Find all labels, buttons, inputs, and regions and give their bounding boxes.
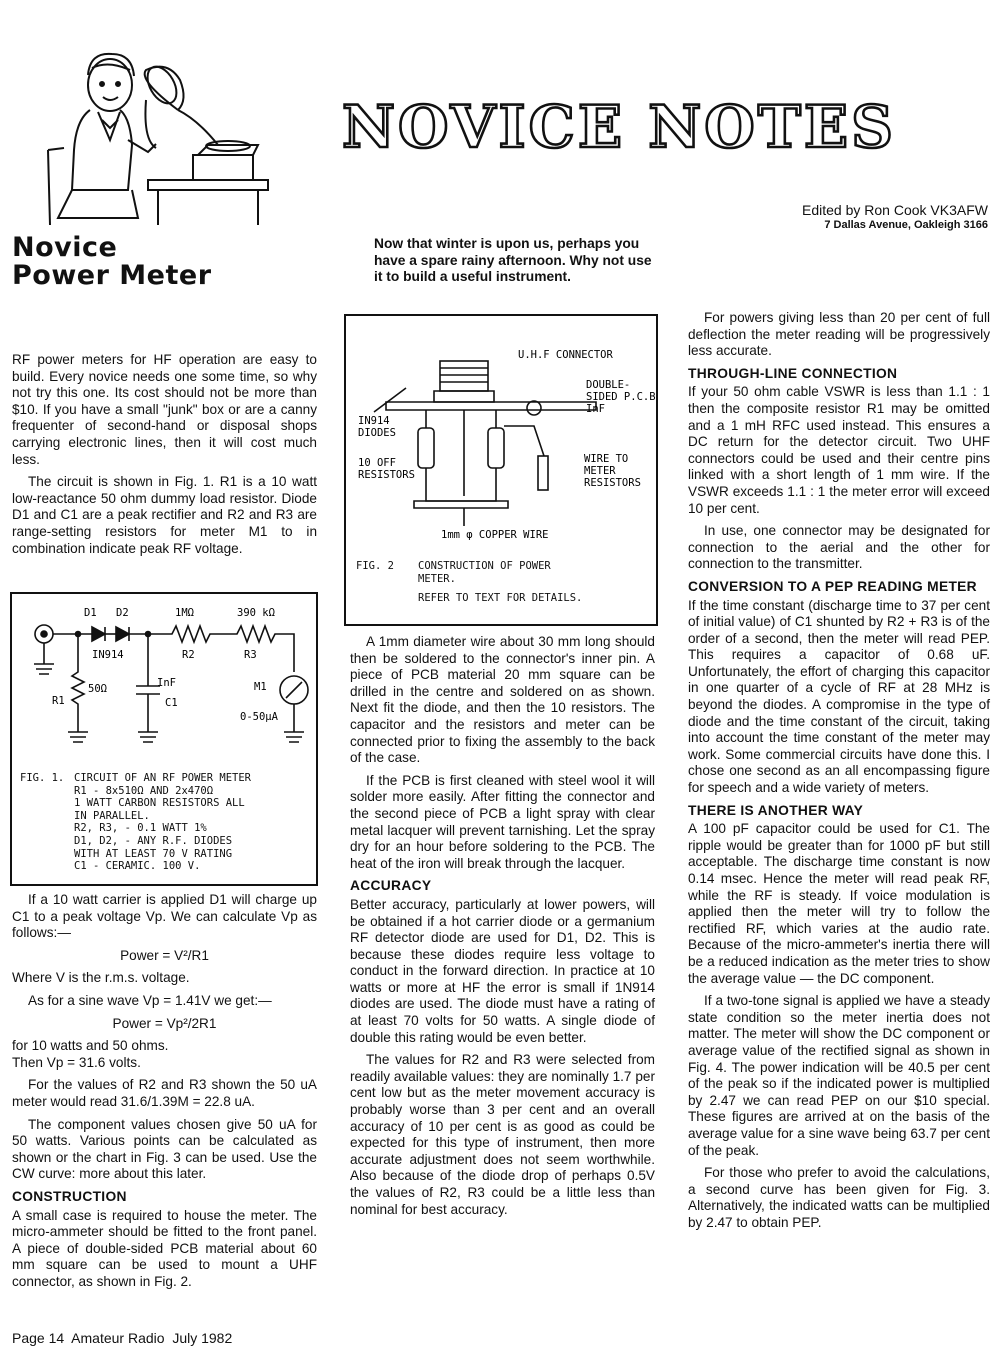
- column-3: [688, 310, 990, 1237]
- article-title-line1: Novice: [12, 232, 118, 263]
- fig1-meter-range: 0-50µA: [240, 711, 278, 723]
- paragraph: A 1mm diameter wire about 30 mm long should then be soldered to the connector's inner pin. A piece of PCB material 20 mm square can be drilled in the centre and soldered on as shown. Next fit the diode, and then the 10 resistors. The capacitor and the resistors and meter can be connected prior to fixing the assembly to the back of the case.: [350, 634, 655, 766]
- paragraph: If a two-tone signal is applied we have a steady state condition so the meter inertia does not matter. The meter will show the DC component or average value of the rectified signal as shown in Fig. 4. The power indication will be 40.5 per cent of the peak so if the indicated power is multiplied by 2.47 we can read PEP on our $10 special. These figures are arrived at on the basis of the average value for a sine wave being 63.7 per cent of the peak.: [688, 993, 990, 1158]
- fig1-caption-line: D1, D2, - ANY R.F. DIODES: [74, 834, 233, 847]
- paragraph: Better accuracy, particularly at lower powers, will be obtained if a hot carrier diode or a germanium RF detector diode are used for D1, D2. This is because these diodes require less voltage to conduct in the forward direction. In practice at 10 watts or more at HF the error is small if 1N914 diodes are used. The diode must have a rating of at least 70 volts for 50 watts. A single diode of double this rating would be even better.: [350, 896, 655, 1045]
- fig1-r3-label: R3: [244, 649, 257, 661]
- fig1-caption-line: WITH AT LEAST 70 V RATING: [74, 847, 233, 860]
- fig1-cap-value: InF: [157, 677, 176, 689]
- paragraph: The circuit is shown in Fig. 1. R1 is a 10 watt low-reactance 50 ohm dummy load resistor. Diode D1 and C1 are a peak rectifier and R2 and R3 are range-setting resistors for meter M1 to in combination indicate peak RF voltage.: [12, 474, 317, 556]
- column-1-bottom: [12, 892, 317, 1296]
- fig2-diodes-label: DIODES: [358, 427, 396, 439]
- article-intro: Now that winter is upon us, perhaps you have a spare rainy afternoon. Why not use it to build a useful instrument.: [374, 236, 652, 284]
- fig2-caption-line: METER.: [418, 573, 456, 585]
- equation: Power = V²/R1: [120, 947, 209, 963]
- fig1-r3-value: 390 kΩ: [237, 607, 275, 619]
- paragraph: As for a sine wave Vp = 1.41V we get:—: [28, 992, 272, 1008]
- paragraph: If the time constant (discharge time to 37 per cent of initial value) of C1 shunted by R2 + R3 is of the order of a second, then the meter will read PEP. This requires a capacitor of 0.68 uF. Unfortunately, the effort of charging this capacitor in one quarter of a cycle of RF at 28 MHz is beyond the diodes. A compromise in the type of diode and the time constant of the circuit, taking into account the time constant of the meter may work. Some commercial circuits have done this. I chose one second as an all encompassing figure for speech and a wide variety of meters.: [688, 597, 990, 796]
- fig1-caption-line: IN PARALLEL.: [74, 809, 150, 822]
- paragraph: The values for R2 and R3 were selected from readily available values: they are nominally 1.7 per cent low but as the meter movement accuracy is probably worse than 3 per cent and an overall accuracy of 10 per cent is as good as could be expected for this type of instrument, then more accurate adjustment does not seem worthwhile. Also because of the diode drop of perhaps 0.5V the values of R2, R3 could be a little less than nominal for best accuracy.: [350, 1052, 655, 1217]
- article-title: [12, 234, 212, 290]
- paragraph: Where V is the r.m.s. voltage.: [12, 970, 190, 986]
- fig1-caption-line: 1 WATT CARBON RESISTORS ALL: [74, 797, 245, 810]
- fig1-caption-line: C1 - CERAMIC. 100 V.: [74, 860, 201, 873]
- page-footer: Page 14 Amateur Radio July 1982: [12, 1330, 233, 1346]
- fig2-resistors-label: 10 OFF: [358, 457, 396, 469]
- fig1-caption-line: R2, R3, - 0.1 WATT 1%: [74, 822, 207, 835]
- fig2-resistors-label: RESISTORS: [358, 469, 415, 481]
- fig1-d1-label: D1: [84, 607, 97, 619]
- paragraph: In use, one connector may be designated for connection to the aerial and the other for connection to the transmitter.: [688, 523, 990, 572]
- editor-address: 7 Dallas Avenue, Oakleigh 3166: [824, 219, 988, 231]
- paragraph: If your 50 ohm cable VSWR is less than 1.1 : 1 then the composite resistor R1 may be omitted and a 1 mH RFC used instead. This ensures a DC return for the detector circuit. Two UHF connectors could be used and their centre pins linked with a short length of 1 mm wire. If the VSWR exceeds 1.1 : 1 the meter error will exceed 10 per cent.: [688, 384, 990, 516]
- fig2-caption-line: REFER TO TEXT FOR DETAILS.: [418, 592, 583, 604]
- figure-1: [10, 592, 318, 886]
- fig1-caption: [20, 772, 310, 873]
- fig1-r1-label: R1: [52, 695, 65, 707]
- paragraph: If a 10 watt carrier is applied D1 will charge up C1 to a peak voltage Vp. We can calculate Vp as follows:—: [12, 892, 317, 941]
- figure-2: [344, 314, 658, 626]
- paragraph: For the values of R2 and R3 shown the 50 uA meter would read 31.6/1.39M = 22.8 uA.: [12, 1077, 317, 1109]
- fig1-r1-value: 50Ω: [88, 683, 107, 695]
- fig1-diode-type: IN914: [92, 649, 124, 661]
- paragraph: If the PCB is first cleaned with steel wool it will solder more easily. After fitting the connector and the second piece of PCB a light spray with clear metal lacquer will prevent tarnishing. Let the spray dry for an hour before soldering to the PCB. The heat of the iron will break through the lacquer.: [350, 772, 655, 871]
- paragraph: The component values chosen give 50 uA for 50 watts. Various points can be calculated as shown or the chart in Fig. 3 can be used. Use the CW curve: more about this later.: [12, 1116, 317, 1182]
- section-heading: CONSTRUCTION: [12, 1188, 127, 1204]
- fig2-wire-label: METER: [584, 465, 616, 477]
- paragraph: For powers giving less than 20 per cent of full deflection the meter reading will be progressively less accurate.: [688, 310, 990, 359]
- paragraph: A 100 pF capacitor could be used for C1. The ripple would be greater than for 1000 pF but still acceptable. The discharge time constant is now 0.14 msec. Hence the meter will read peak RF, while the RF is steady. If voice modulation is applied then the meter will try to follow the rectified RF, which varies at the audio rate. Because of the micro-ammeter's inertia there will be a reduced indication as the meter tries to show the average value — the DC component.: [688, 821, 990, 986]
- column-2: [350, 634, 655, 1224]
- fig2-wire-label: WIRE TO: [584, 453, 629, 465]
- paragraph: For those who prefer to avoid the calculations, a second curve has been given for Fig. 3. Alternatively, the indicated watts can be multiplied by 2.47 to obtain PEP.: [688, 1165, 990, 1230]
- section-heading: ACCURACY: [350, 878, 432, 894]
- page-title: NOVICE NOTES: [342, 93, 897, 161]
- fig2-caption: [356, 560, 646, 605]
- fig2-copper-label: 1mm φ COPPER WIRE: [441, 529, 549, 541]
- gramophone-cartoon: [28, 40, 278, 230]
- section-heading: CONVERSION TO A PEP READING METER: [688, 578, 977, 594]
- fig2-caption-line: CONSTRUCTION OF POWER: [418, 560, 551, 572]
- fig2-wire-label: RESISTORS: [584, 477, 641, 489]
- fig1-r2-label: R2: [182, 649, 195, 661]
- fig2-uhf-label: U.H.F CONNECTOR: [518, 349, 613, 361]
- fig1-d2-label: D2: [116, 607, 129, 619]
- fig2-pcb-label: SIDED P.C.B: [586, 391, 656, 403]
- editor-credit: Edited by Ron Cook VK3AFW: [802, 202, 988, 218]
- paragraph: for 10 watts and 50 ohms.: [12, 1038, 169, 1054]
- paragraph: A small case is required to house the meter. The micro-ammeter should be fitted to the front panel. A piece of double-sided PCB material about 60 mm square can be used to mount a UHF connector, as shown in Fig. 2.: [12, 1207, 317, 1289]
- fig1-caption-label: FIG. 1.: [20, 772, 65, 784]
- section-heading: THROUGH-LINE CONNECTION: [688, 365, 898, 381]
- column-1-top: [12, 352, 317, 563]
- fig1-caption-line: CIRCUIT OF AN RF POWER METER: [74, 772, 252, 784]
- paragraph: Then Vp = 31.6 volts.: [12, 1054, 141, 1070]
- fig2-pcb-label: InF: [586, 403, 605, 415]
- equation: Power = Vp²/2R1: [112, 1015, 217, 1031]
- fig2-diodes-label: IN914: [358, 415, 390, 427]
- fig2-caption-label: FIG. 2: [356, 560, 394, 572]
- fig2-construction-drawing: [346, 316, 656, 556]
- fig1-circuit-diagram: [12, 594, 316, 774]
- article-title-line2: Power Meter: [12, 260, 212, 291]
- paragraph: RF power meters for HF operation are easy to build. Every novice needs one some time, so why not try this one. Its cost should not be more than $10. If you have a small "junk" box or are a canny frequenter of second-hand or disposal shops carrying electronic lines, then it will cost much less.: [12, 352, 317, 467]
- fig1-r2-value: 1MΩ: [175, 607, 194, 619]
- fig1-c1-label: C1: [165, 697, 178, 709]
- fig1-caption-line: R1 - 8x510Ω AND 2x470Ω: [74, 784, 214, 797]
- fig1-m1-label: M1: [254, 681, 267, 693]
- fig2-pcb-label: DOUBLE-: [586, 379, 631, 391]
- section-heading: THERE IS ANOTHER WAY: [688, 802, 864, 818]
